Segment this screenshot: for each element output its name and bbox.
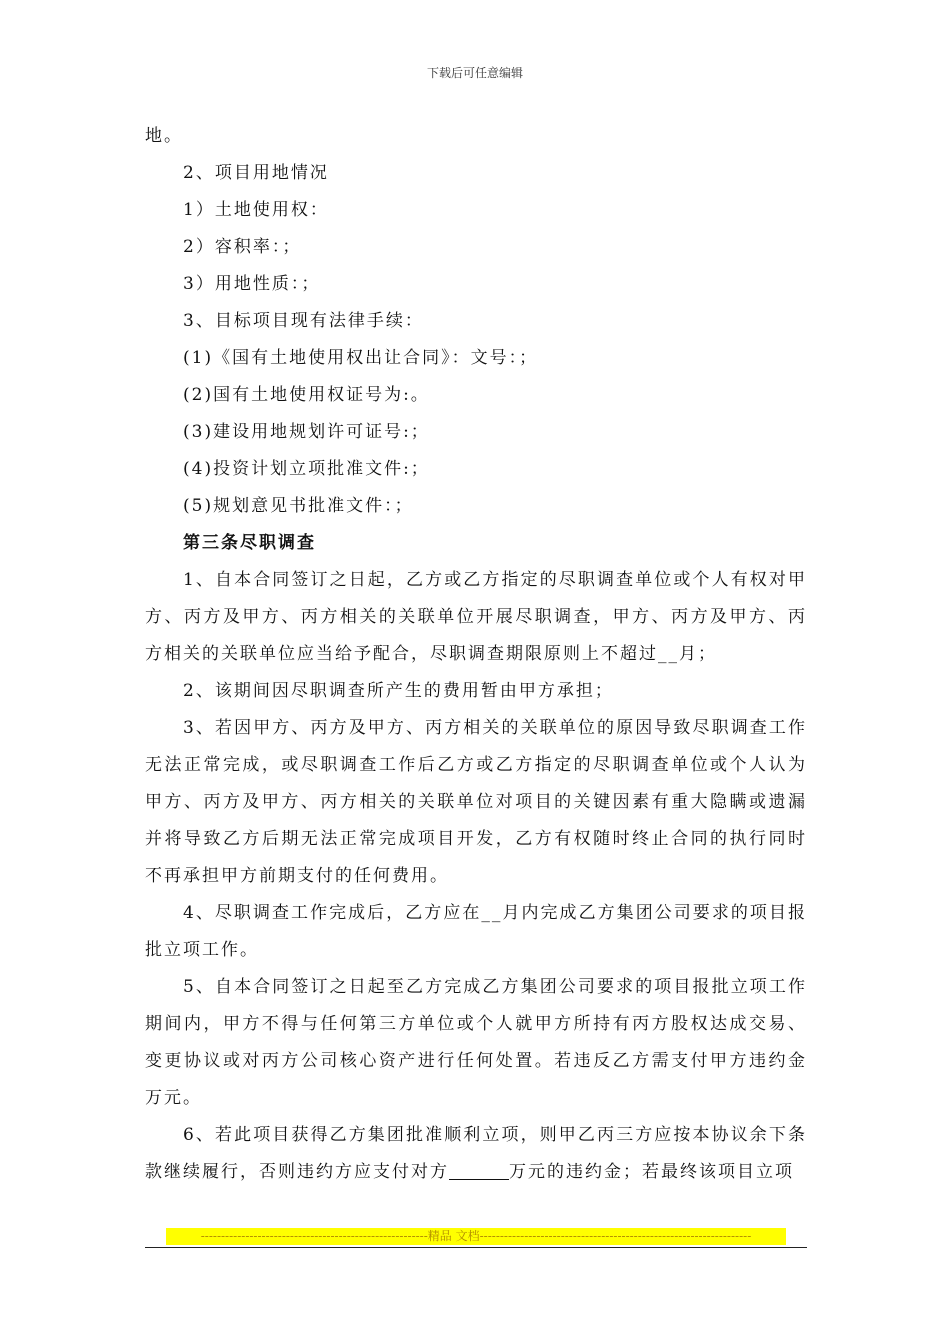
- footer-divider: [145, 1247, 807, 1248]
- page-header-note: 下载后可任意编辑: [426, 66, 523, 80]
- section-item: 3）用地性质：；: [183, 274, 321, 294]
- paragraph: 地。: [145, 126, 183, 146]
- paragraph: 5、自本合同签订之日起至乙方完成乙方集团公司要求的项目报批立项工作期间内，甲方不得与任何第三方单位或个人就甲方所持有丙方股权达成交易、变更协议或对丙方公司核心资产进行任何处置。若违反乙方需支付甲方违约金万元。: [145, 977, 807, 1108]
- paragraph: 1、自本合同签订之日起，乙方或乙方指定的尽职调查单位或个人有权对甲方、丙方及甲方、丙方相关的关联单位开展尽职调查，甲方、丙方及甲方、丙方相关的关联单位应当给予配合，尽职调查期限原则上不超过__月；: [145, 570, 807, 664]
- section-item: (4)投资计划立项批准文件:；: [183, 459, 430, 479]
- section-item: (3)建设用地规划许可证号:；: [183, 422, 430, 442]
- blank-line: [449, 1162, 509, 1180]
- section-item: 2）容积率：；: [183, 237, 302, 257]
- article-heading: 第三条尽职调查: [183, 533, 316, 553]
- section-item: 2、项目用地情况: [183, 163, 329, 183]
- footer-banner: --------------------------------------------------------精品 文档-------------------------------------------------------------------: [166, 1228, 786, 1245]
- paragraph-part: 万元的违约金；若最终该项目立项: [509, 1162, 794, 1182]
- section-item: 1）土地使用权：: [183, 200, 329, 220]
- section-item: (5)规划意见书批准文件：；: [183, 496, 414, 516]
- section-item: (1)《国有土地使用权出让合同》：文号：；: [183, 348, 539, 368]
- document-body: [145, 118, 807, 1191]
- paragraph: 3、若因甲方、丙方及甲方、丙方相关的关联单位的原因导致尽职调查工作无法正常完成，或尽职调查工作后乙方或乙方指定的尽职调查单位或个人认为甲方、丙方及甲方、丙方相关的关联单位对项目的关键因素有重大隐瞒或遗漏并将导致乙方后期无法正常完成项目开发，乙方有权随时终止合同的执行同时不再承担甲方前期支付的任何费用。: [145, 718, 807, 886]
- section-item: 3、目标项目现有法律手续：: [183, 311, 424, 331]
- paragraph: 4、尽职调查工作完成后，乙方应在__月内完成乙方集团公司要求的项目报批立项工作。: [145, 903, 807, 960]
- paragraph: [145, 1117, 807, 1191]
- section-item: (2)国有土地使用权证号为:。: [183, 385, 430, 405]
- paragraph-part: 6、若此项目获得乙方集团批准顺利立项，则甲乙丙三方应按本协议余下条款继续履行，否则违约方应支付对方: [145, 1125, 807, 1182]
- paragraph: 2、该期间因尽职调查所产生的费用暂由甲方承担；: [183, 681, 614, 701]
